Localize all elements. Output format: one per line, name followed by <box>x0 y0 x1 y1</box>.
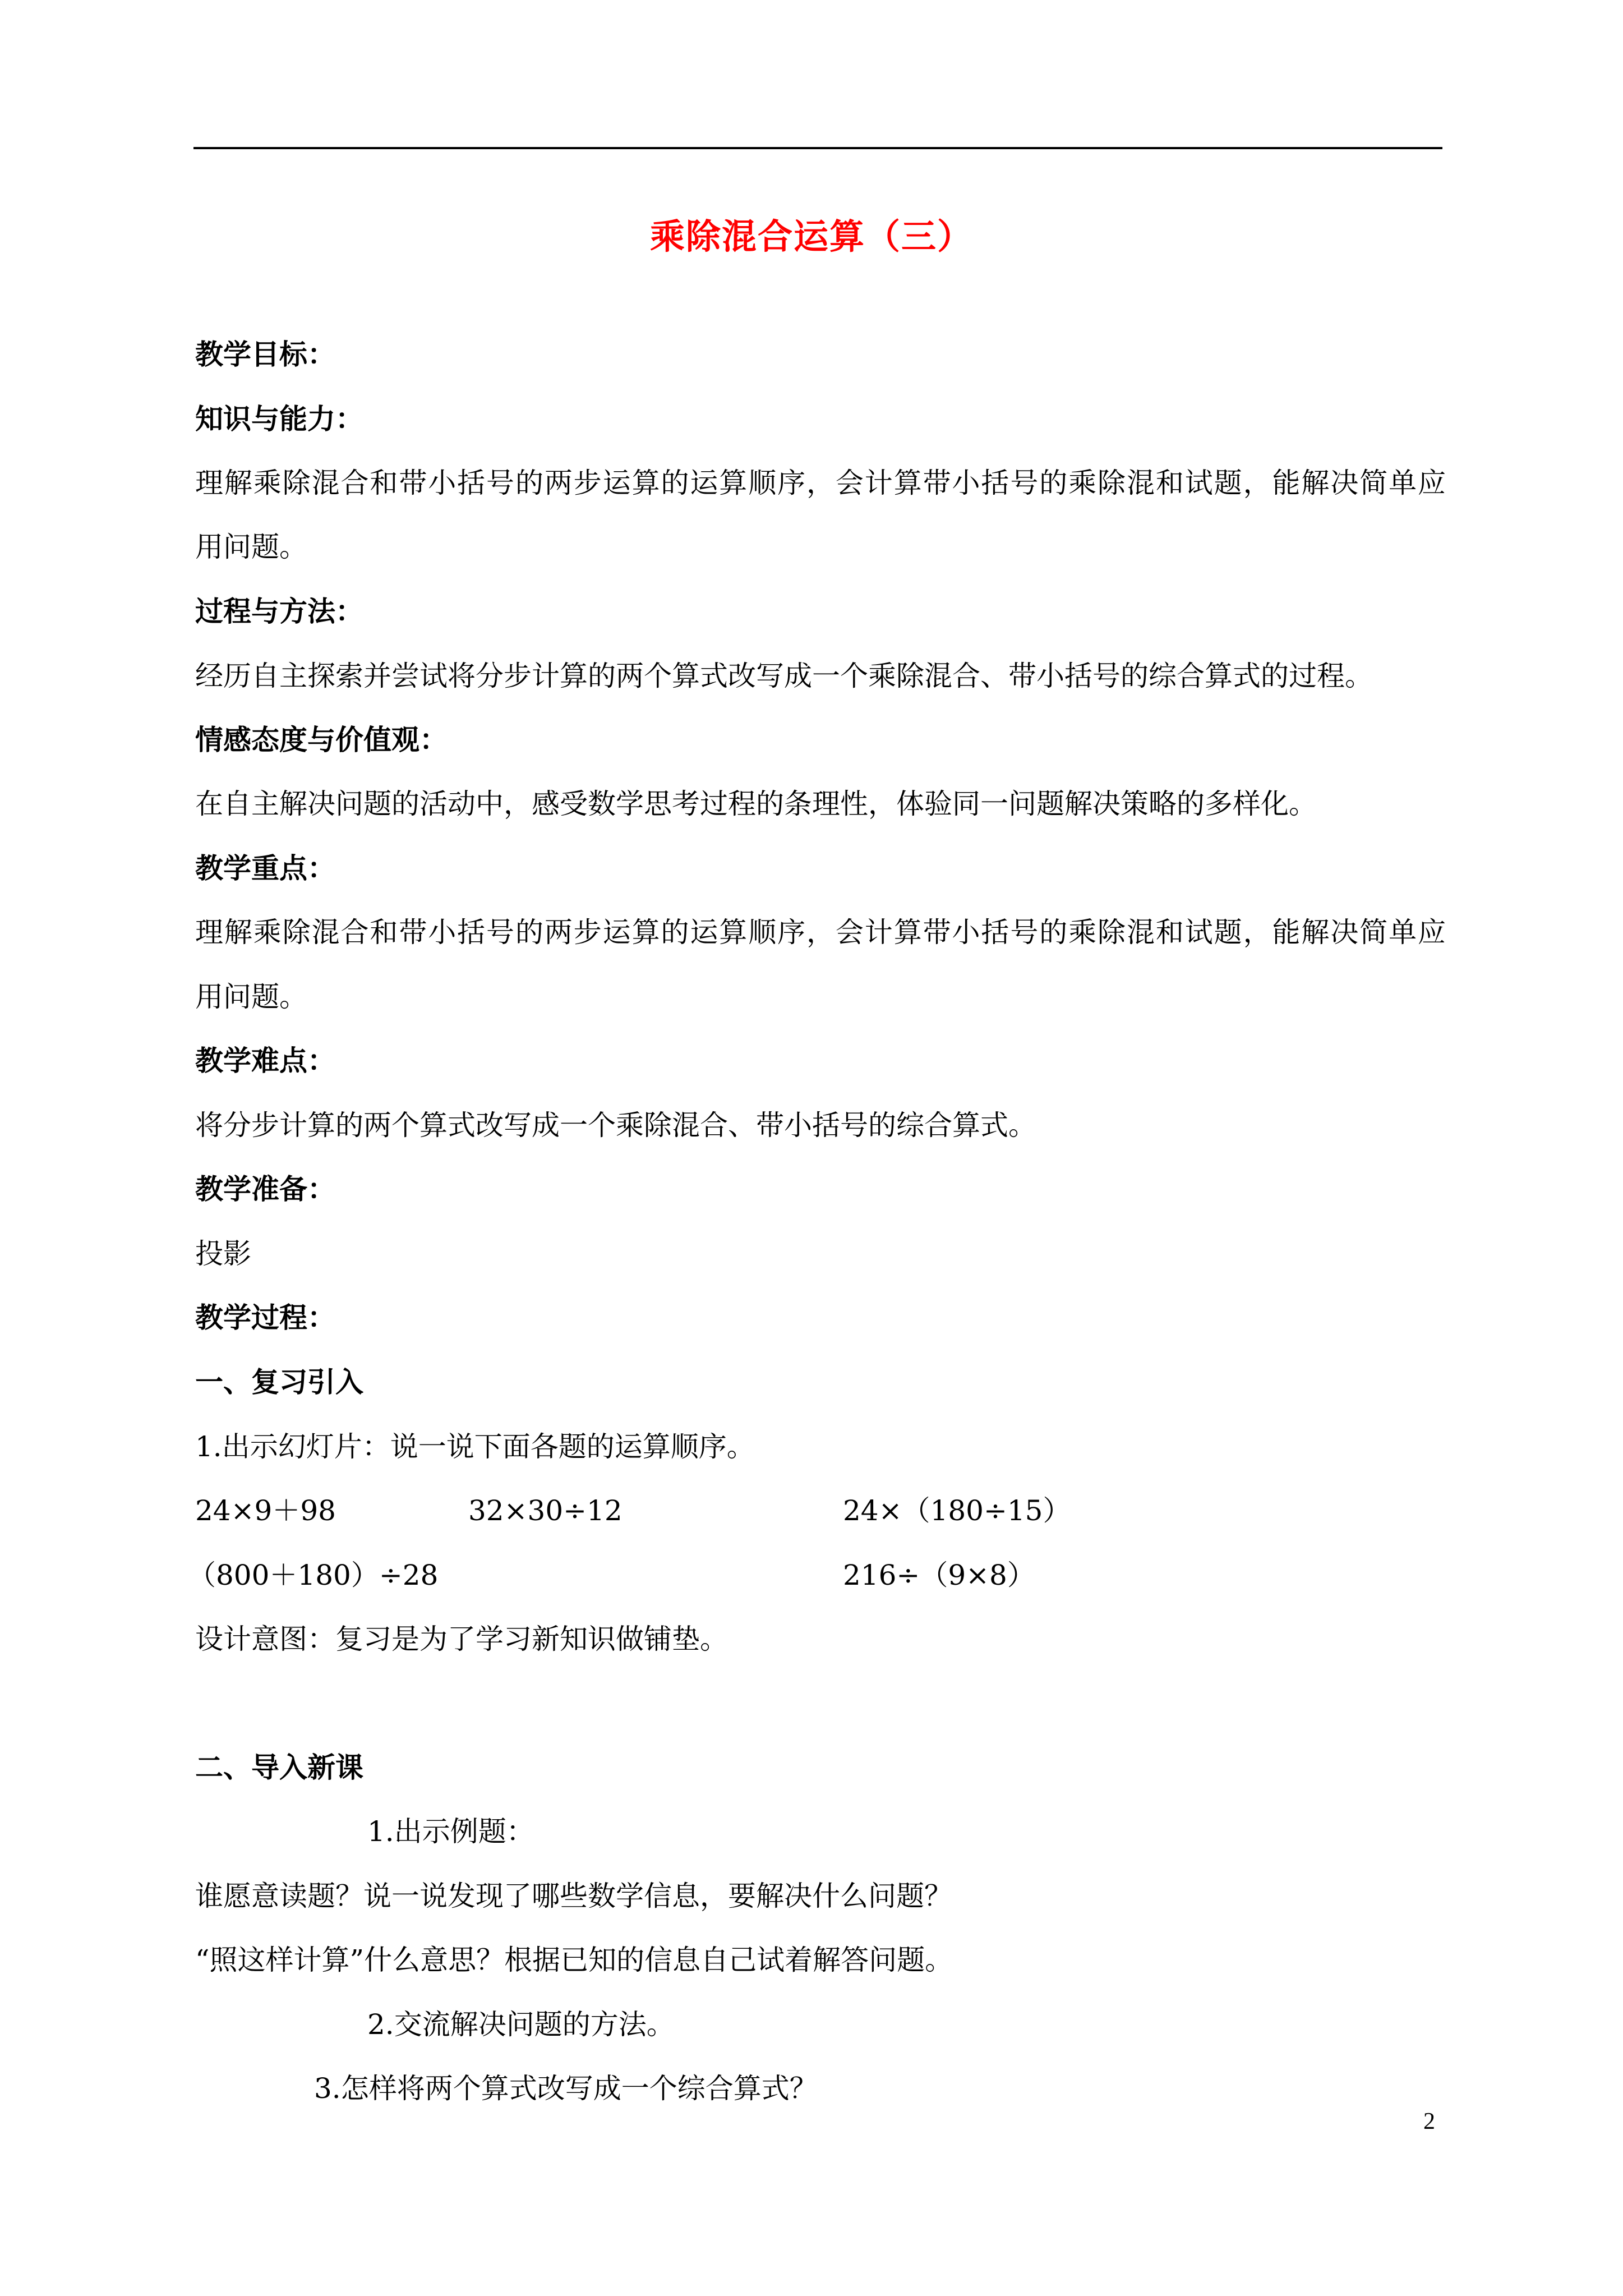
section-1-item-1: 1.出示幻灯片：说一说下面各题的运算顺序。 <box>195 1430 755 1463</box>
key-points-text-line-1: 理解乘除混合和带小括号的两步运算的运算顺序，会计算带小括号的乘除混和试题，能解决简单应 <box>195 916 1446 949</box>
preparation-text: 投影 <box>195 1237 251 1270</box>
goals-heading: 教学目标： <box>195 338 335 371</box>
expression-4: （800＋180）÷28 <box>188 1559 439 1591</box>
section-2-item-1: 1.出示例题： <box>367 1815 534 1848</box>
section-2-item-2: 2.交流解决问题的方法。 <box>367 2008 675 2041</box>
knowledge-heading: 知识与能力： <box>195 402 363 435</box>
emotion-text: 在自主解决问题的活动中，感受数学思考过程的条理性，体验同一问题解决策略的多样化。 <box>195 788 1317 820</box>
knowledge-text-line-1: 理解乘除混合和带小括号的两步运算的运算顺序，会计算带小括号的乘除混和试题，能解决简单应 <box>195 467 1446 499</box>
expression-3: 24×（180÷15） <box>843 1494 1071 1527</box>
emotion-heading: 情感态度与价值观： <box>195 723 448 756</box>
header-rule <box>193 147 1442 149</box>
procedure-heading: 教学过程： <box>195 1301 335 1334</box>
question-2: “照这样计算”什么意思？根据已知的信息自己试着解答问题。 <box>195 1944 953 1976</box>
process-text: 经历自主探索并尝试将分步计算的两个算式改写成一个乘除混合、带小括号的综合算式的过程。 <box>195 660 1373 692</box>
knowledge-text-line-2: 用问题。 <box>195 531 307 563</box>
design-intent: 设计意图：复习是为了学习新知识做铺垫。 <box>195 1623 728 1655</box>
section-2-heading: 二、导入新课 <box>195 1751 363 1784</box>
key-points-heading: 教学重点： <box>195 852 335 885</box>
expression-5: 216÷（9×8） <box>843 1559 1035 1591</box>
document-title: 乘除混合运算（三） <box>649 216 973 257</box>
difficulty-heading: 教学难点： <box>195 1044 335 1077</box>
expression-1: 24×9＋98 <box>195 1494 336 1527</box>
section-2-item-3: 3.怎样将两个算式改写成一个综合算式？ <box>314 2072 818 2105</box>
expression-2: 32×30÷12 <box>468 1494 623 1527</box>
key-points-text-line-2: 用问题。 <box>195 981 307 1013</box>
section-1-heading: 一、复习引入 <box>195 1365 363 1398</box>
preparation-heading: 教学准备： <box>195 1172 335 1205</box>
page-number: 2 <box>1423 2109 1435 2134</box>
question-1: 谁愿意读题？说一说发现了哪些数学信息，要解决什么问题？ <box>195 1880 952 1912</box>
difficulty-text: 将分步计算的两个算式改写成一个乘除混合、带小括号的综合算式。 <box>195 1109 1036 1142</box>
process-heading: 过程与方法： <box>195 595 363 628</box>
